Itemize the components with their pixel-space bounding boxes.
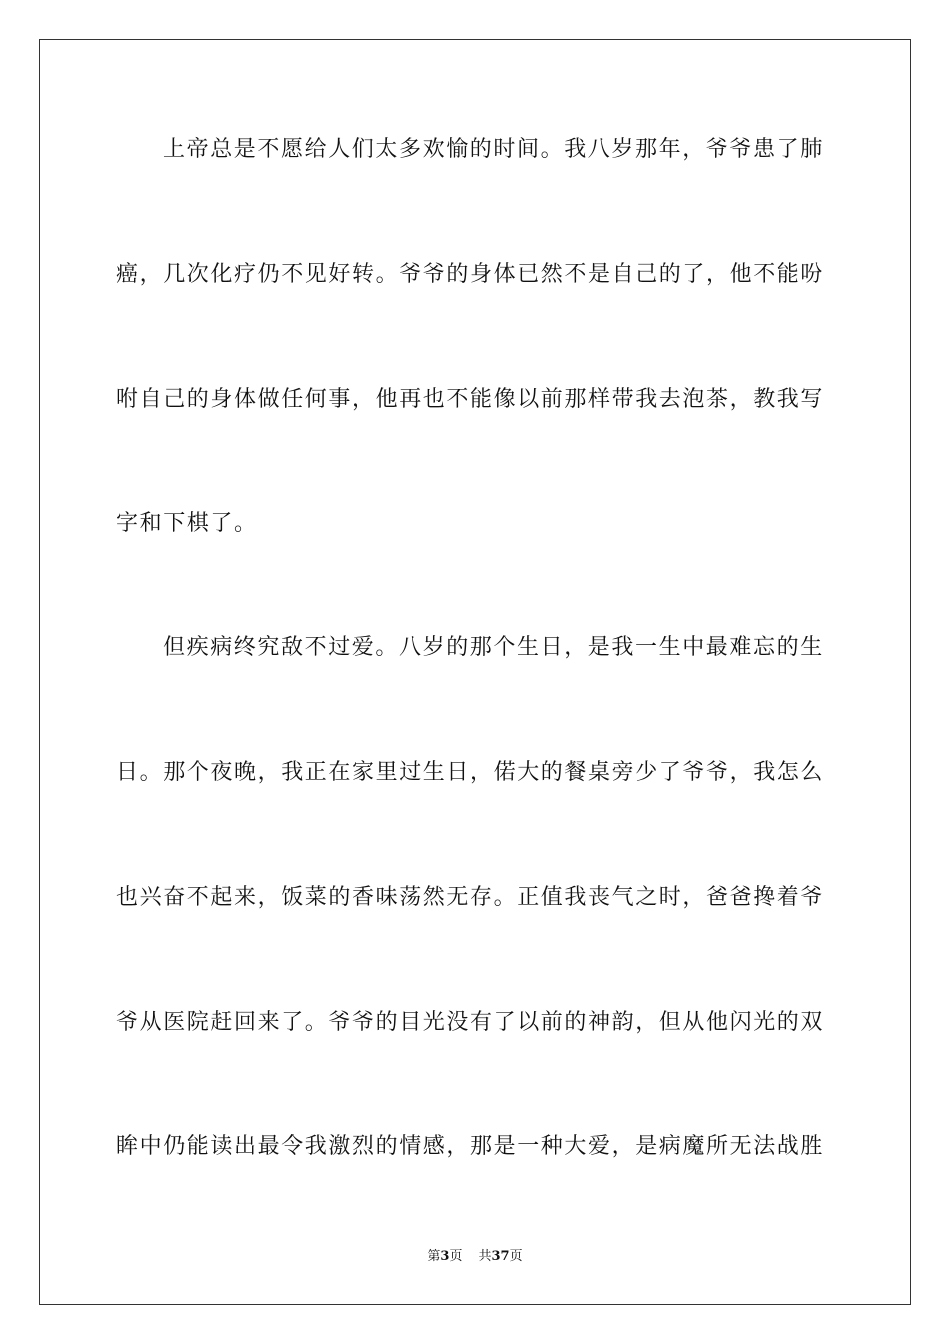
total-pages: 37 [491, 1249, 510, 1264]
page-footer [0, 1248, 950, 1266]
total-suffix: 页 [509, 1249, 523, 1264]
page-number: 3 [440, 1249, 450, 1264]
paragraph-2-line-3: 也兴奋不起来，饭菜的香味荡然无存。正值我丧气之时，爸爸搀着爷 [116, 885, 825, 910]
paragraph-2-line-5: 眸中仍能读出最令我激烈的情感，那是一种大爱，是病魔所无法战胜 [116, 1134, 825, 1159]
page-frame [39, 39, 911, 1305]
paragraph-1-line-2: 癌，几次化疗仍不见好转。爷爷的身体已然不是自己的了，他不能吩 [116, 262, 825, 287]
page-label [427, 1249, 462, 1264]
paragraph-2-line-1: 但疾病终究敌不过爱。八岁的那个生日，是我一生中最难忘的生 [163, 635, 824, 660]
page-suffix: 页 [449, 1249, 463, 1264]
paragraph-2-line-4: 爷从医院赶回来了。爷爷的目光没有了以前的神韵，但从他闪光的双 [116, 1010, 825, 1035]
total-label [478, 1249, 522, 1264]
page-prefix: 第 [427, 1249, 441, 1264]
paragraph-2-line-2: 日。那个夜晚，我正在家里过生日，偌大的餐桌旁少了爷爷，我怎么 [116, 760, 825, 785]
paragraph-1-line-4: 字和下棋了。 [116, 511, 258, 536]
total-prefix: 共 [478, 1249, 492, 1264]
paragraph-1-line-3: 咐自己的身体做任何事，他再也不能像以前那样带我去泡茶，教我写 [116, 387, 825, 412]
paragraph-1-line-1: 上帝总是不愿给人们太多欢愉的时间。我八岁那年，爷爷患了肺 [163, 137, 824, 162]
